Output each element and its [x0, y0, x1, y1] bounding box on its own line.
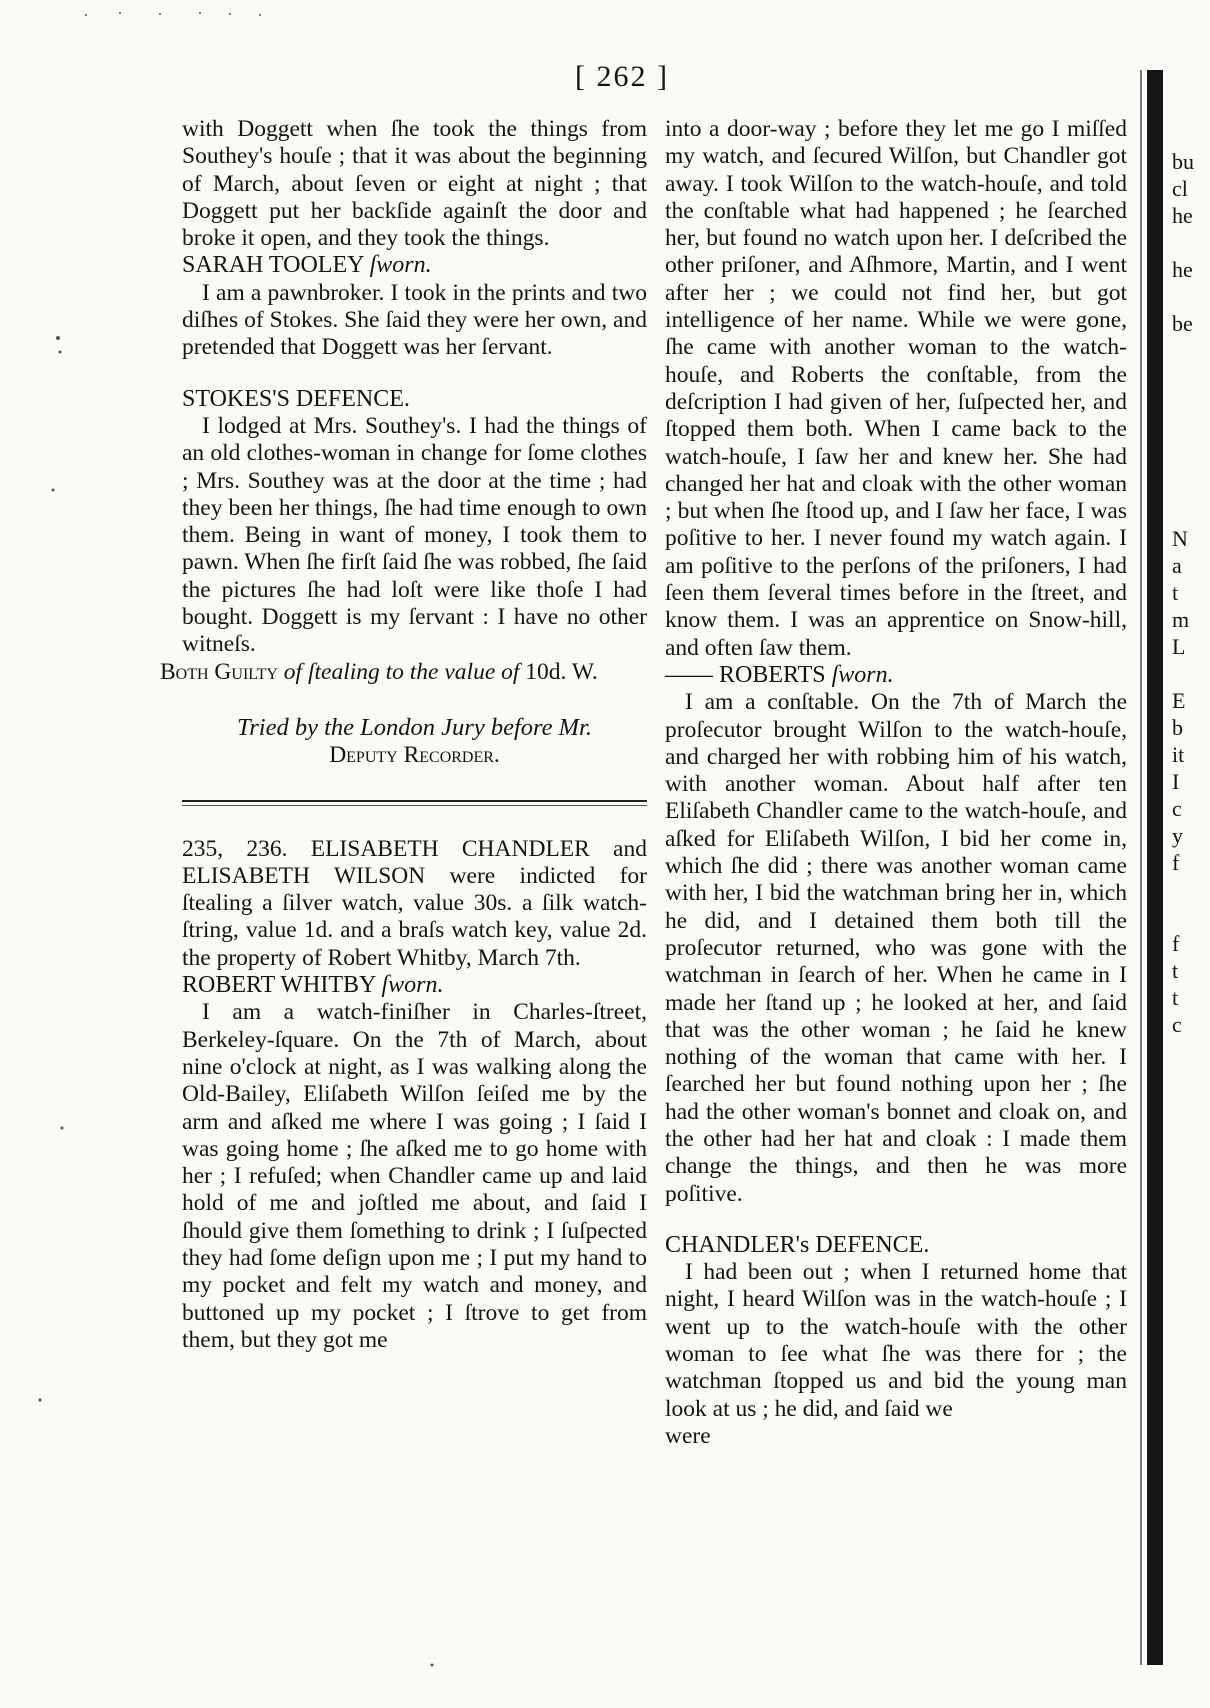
right-paragraph-1: into a door-way ; before they let me go I miſſed my watch, and ſecured Wilſon, but Chandler got away. I took Wilſon to the watch-houſe, and told the conſtable what had happened ; he ſearched her, but found no watch upon her. I deſcribed the other priſoner, and Aſhmore, Martin, and I went after her ; we could not find her, but got intelligence of her name. While we were gone, ſhe came with another woman to the watch-houſe, and Roberts the conſtable, from the deſcription I had given of her, ſuſpected her, and ſtopped them both. When I came back to the watch-houſe, I ſaw her and knew her. She had changed her hat and cloak with the other woman ; but when ſhe ſtood up, and I ſaw her face, I was poſitive to her. I never found my watch again. I am poſitive to the perſons of the priſoners, I had ſeen them ſeveral times before in the ſtreet, and know them. I was an apprentice on Snow-hill, and often ſaw them.	[665, 116, 1127, 661]
left-column	[160, 116, 647, 1354]
right-paragraph-3: I had been out ; when I returned home that night, I heard Wilſon was in the watch-houſe ; I went up to the watch-houſe with the other woman to ſee what ſhe was there for ; the watchman ſtopped us and bid the young man look at us ; he did, and ſaid we	[665, 1259, 1127, 1422]
chandler-defence-heading: CHANDLER's DEFENCE.	[665, 1231, 930, 1258]
binding-shadow-edge	[1140, 70, 1142, 1665]
left-paragraph-2: I am a pawnbroker. I took in the prints and two diſhes of Stokes. She ſaid they were her own, and pretended that Doggett was her ſervant.	[182, 279, 647, 361]
right-column	[665, 116, 1127, 1450]
sworn-label: ſworn.	[831, 661, 894, 688]
left-paragraph-3: I lodged at Mrs. Southey's. I had the things of an old clothes-woman in change for ſome clothes ; Mrs. Southey was at the door at the time ; had they been her things, ſhe had time enough to own them. Being in want of money, I took them to pawn. When ſhe firſt ſaid ſhe was robbed, ſhe ſaid the pictures ſhe had loſt were like thoſe I had bought. Doggett is my ſervant : I have no other witneſs.	[182, 412, 647, 658]
witness-name: SARAH TOOLEY	[182, 252, 364, 279]
verdict-offence: of ſtealing to the value of	[283, 658, 520, 685]
tried-note	[182, 714, 647, 770]
section-rule	[182, 800, 647, 802]
verdict-guilty: Both Guilty	[160, 658, 278, 685]
facing-page-fragment-2: N a t m L E b it I c y f f t t c	[1172, 526, 1190, 1037]
tried-recorder: Deputy Recorder.	[329, 742, 500, 769]
witness-heading-roberts	[665, 662, 1127, 689]
case-indictment: 235, 236. ELISABETH CHANDLER and ELISABETH WILSON were indicted for ſtealing a ſilver watch, value 30s. a ſilk watch-ſtring, value 1d. and a braſs watch key, value 2d. the property of Robert Whitby, March 7th.	[182, 835, 647, 971]
page-number: [ 262 ]	[575, 60, 669, 93]
witness-name: —— ROBERTS	[665, 661, 826, 688]
left-paragraph-4: I am a watch-finiſher in Charles-ſtreet, Berkeley-ſquare. On the 7th of March, about nine o'clock at night, as I was walking along the Old-Bailey, Eliſabeth Wilſon ſeiſed me by the arm and aſked me where I was going ; I ſaid I was going home ; ſhe aſked me to go home with her ; I refuſed; when Chandler came up and laid hold of me and joſtled me about, and ſaid I ſhould give them ſomething to drink ; I ſuſpected they had ſome deſign upon me ; I put my hand to my pocket and felt my watch and money, and buttoned up my pocket ; I ſtrove to get from them, but they got me	[182, 999, 647, 1353]
witness-heading-sarah-tooley	[182, 252, 647, 279]
sworn-label: ſworn.	[381, 972, 444, 999]
sworn-label: ſworn.	[369, 252, 432, 279]
left-paragraph-1: with Doggett when ſhe took the things from Southey's houſe ; that it was about the beginning of March, about ſeven or eight at night ; that Doggett put her backſide againſt the door and broke it open, and they took the things.	[182, 116, 647, 252]
section-rule-thin	[182, 805, 647, 806]
binding-gutter	[1147, 70, 1163, 1665]
verdict-value: 10d.	[525, 658, 567, 685]
verdict	[160, 658, 647, 686]
verdict-mark: W.	[571, 658, 598, 685]
witness-heading-robert-whitby	[182, 972, 647, 999]
facing-page-fragment-1: bu cl he he be	[1172, 149, 1194, 336]
stokes-defence-heading: STOKES'S DEFENCE.	[182, 385, 410, 412]
tried-line: Tried by the London Jury before Mr.	[237, 713, 592, 741]
right-paragraph-2: I am a conſtable. On the 7th of March the proſecutor brought Wilſon to the watch-houſe, and charged her with robbing him of his watch, with another woman. About half after ten Eliſabeth Chandler came to the watch-houſe, and aſked for Eliſabeth Wilſon, I bid her come in, which ſhe did ; there was another woman came with her, I bid the watchman bring her in, which he did, and I detained them both till the proſecutor returned, who was gone with the watchman in ſearch of her. When he came in I made her ſtand up ; he looked at her, and ſaid that was the other woman ; he ſaid he knew nothing of the woman that came with her. I ſearched her but found nothing upon her ; ſhe had the other woman's bonnet and cloak on, and the other had her hat and cloak : I made them change the things, and then he was more poſitive.	[665, 689, 1127, 1207]
witness-name: ROBERT WHITBY	[182, 972, 376, 999]
catchword: were	[665, 1422, 711, 1449]
